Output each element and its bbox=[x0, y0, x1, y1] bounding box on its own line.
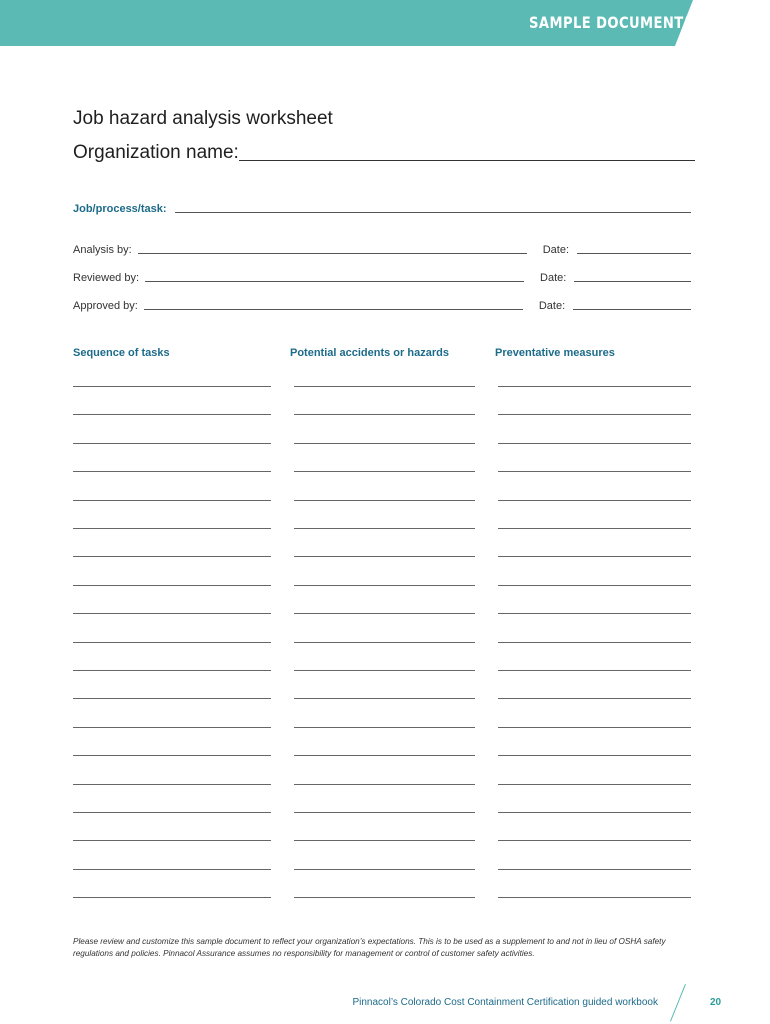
reviewed-date-field[interactable] bbox=[574, 281, 691, 282]
analysis-field[interactable] bbox=[138, 253, 527, 254]
measures-entry-line[interactable] bbox=[498, 755, 691, 756]
footer-divider bbox=[670, 984, 686, 1021]
hazards-entry-line[interactable] bbox=[294, 500, 475, 501]
hazards-entry-line[interactable] bbox=[294, 443, 475, 444]
job-field[interactable] bbox=[175, 212, 691, 213]
page-title: Job hazard analysis worksheet bbox=[73, 108, 333, 129]
reviewed-date-label: Date: bbox=[540, 272, 567, 284]
measures-entry-line[interactable] bbox=[498, 471, 691, 472]
hazards-entry-line[interactable] bbox=[294, 755, 475, 756]
column-header-hazards: Potential accidents or hazards bbox=[290, 347, 449, 359]
organization-field[interactable] bbox=[239, 160, 695, 161]
sequence-entry-line[interactable] bbox=[73, 897, 271, 898]
hazards-entry-line[interactable] bbox=[294, 613, 475, 614]
organization-row bbox=[73, 142, 695, 164]
measures-entry-line[interactable] bbox=[498, 500, 691, 501]
hazards-entry-line[interactable] bbox=[294, 556, 475, 557]
sequence-entry-line[interactable] bbox=[73, 500, 271, 501]
measures-entry-line[interactable] bbox=[498, 556, 691, 557]
sequence-entry-line[interactable] bbox=[73, 613, 271, 614]
measures-entry-line[interactable] bbox=[498, 670, 691, 671]
hazards-entry-line[interactable] bbox=[294, 812, 475, 813]
sequence-entry-line[interactable] bbox=[73, 812, 271, 813]
analysis-label: Analysis by: bbox=[73, 244, 132, 256]
measures-entry-line[interactable] bbox=[498, 443, 691, 444]
page-number: 20 bbox=[710, 997, 722, 1008]
hazards-entry-line[interactable] bbox=[294, 784, 475, 785]
analysis-date-label: Date: bbox=[542, 244, 569, 256]
measures-entry-line[interactable] bbox=[498, 642, 691, 643]
sequence-entry-line[interactable] bbox=[73, 556, 271, 557]
reviewed-row bbox=[73, 272, 691, 284]
analysis-date-field[interactable] bbox=[577, 253, 691, 254]
hazards-entry-line[interactable] bbox=[294, 840, 475, 841]
analysis-row bbox=[73, 244, 691, 256]
approved-label: Approved by: bbox=[73, 300, 138, 312]
hazards-entry-line[interactable] bbox=[294, 642, 475, 643]
sequence-entry-line[interactable] bbox=[73, 727, 271, 728]
sequence-entry-line[interactable] bbox=[73, 386, 271, 387]
measures-entry-line[interactable] bbox=[498, 869, 691, 870]
hazards-entry-line[interactable] bbox=[294, 897, 475, 898]
banner-label: SAMPLE DOCUMENTATION bbox=[529, 13, 730, 32]
sequence-entry-line[interactable] bbox=[73, 784, 271, 785]
approved-date-label: Date: bbox=[538, 300, 566, 312]
approved-field[interactable] bbox=[144, 309, 523, 310]
job-label: Job/process/task: bbox=[73, 203, 167, 215]
hazards-entry-line[interactable] bbox=[294, 698, 475, 699]
measures-entry-line[interactable] bbox=[498, 585, 691, 586]
reviewed-label: Reviewed by: bbox=[73, 272, 140, 284]
measures-entry-line[interactable] bbox=[498, 613, 691, 614]
sequence-entry-line[interactable] bbox=[73, 414, 271, 415]
disclaimer-text: Please review and customize this sample document to reflect your organization’s expectations. This is to be used as a supplement to and not in lieu of OSHA safety regulations and policies. Pinnacol Assurance assumes no responsibility for management or control of customer safety activities. bbox=[73, 937, 666, 958]
hazards-entry-line[interactable] bbox=[294, 727, 475, 728]
measures-entry-line[interactable] bbox=[498, 528, 691, 529]
sequence-entry-line[interactable] bbox=[73, 869, 271, 870]
hazards-entry-line[interactable] bbox=[294, 386, 475, 387]
sequence-entry-line[interactable] bbox=[73, 585, 271, 586]
measures-entry-line[interactable] bbox=[498, 727, 691, 728]
sequence-entry-line[interactable] bbox=[73, 840, 271, 841]
sequence-entry-line[interactable] bbox=[73, 755, 271, 756]
hazards-entry-line[interactable] bbox=[294, 528, 475, 529]
measures-entry-line[interactable] bbox=[498, 414, 691, 415]
measures-entry-line[interactable] bbox=[498, 812, 691, 813]
measures-entry-line[interactable] bbox=[498, 840, 691, 841]
hazards-entry-line[interactable] bbox=[294, 585, 475, 586]
sequence-entry-line[interactable] bbox=[73, 443, 271, 444]
measures-entry-line[interactable] bbox=[498, 784, 691, 785]
measures-entry-line[interactable] bbox=[498, 386, 691, 387]
hazards-entry-line[interactable] bbox=[294, 670, 475, 671]
sequence-entry-line[interactable] bbox=[73, 670, 271, 671]
job-row bbox=[73, 203, 691, 215]
footer-workbook-title: Pinnacol’s Colorado Cost Containment Certification guided workbook bbox=[352, 997, 658, 1008]
sequence-entry-line[interactable] bbox=[73, 528, 271, 529]
column-header-sequence: Sequence of tasks bbox=[73, 347, 170, 359]
reviewed-field[interactable] bbox=[145, 281, 524, 282]
hazards-entry-line[interactable] bbox=[294, 869, 475, 870]
organization-label: Organization name: bbox=[73, 142, 239, 163]
column-header-measures: Preventative measures bbox=[495, 347, 615, 359]
sequence-entry-line[interactable] bbox=[73, 642, 271, 643]
hazards-entry-line[interactable] bbox=[294, 414, 475, 415]
measures-entry-line[interactable] bbox=[498, 897, 691, 898]
approved-row bbox=[73, 300, 691, 312]
measures-entry-line[interactable] bbox=[498, 698, 691, 699]
approved-date-field[interactable] bbox=[573, 309, 691, 310]
hazards-entry-line[interactable] bbox=[294, 471, 475, 472]
sequence-entry-line[interactable] bbox=[73, 698, 271, 699]
sequence-entry-line[interactable] bbox=[73, 471, 271, 472]
